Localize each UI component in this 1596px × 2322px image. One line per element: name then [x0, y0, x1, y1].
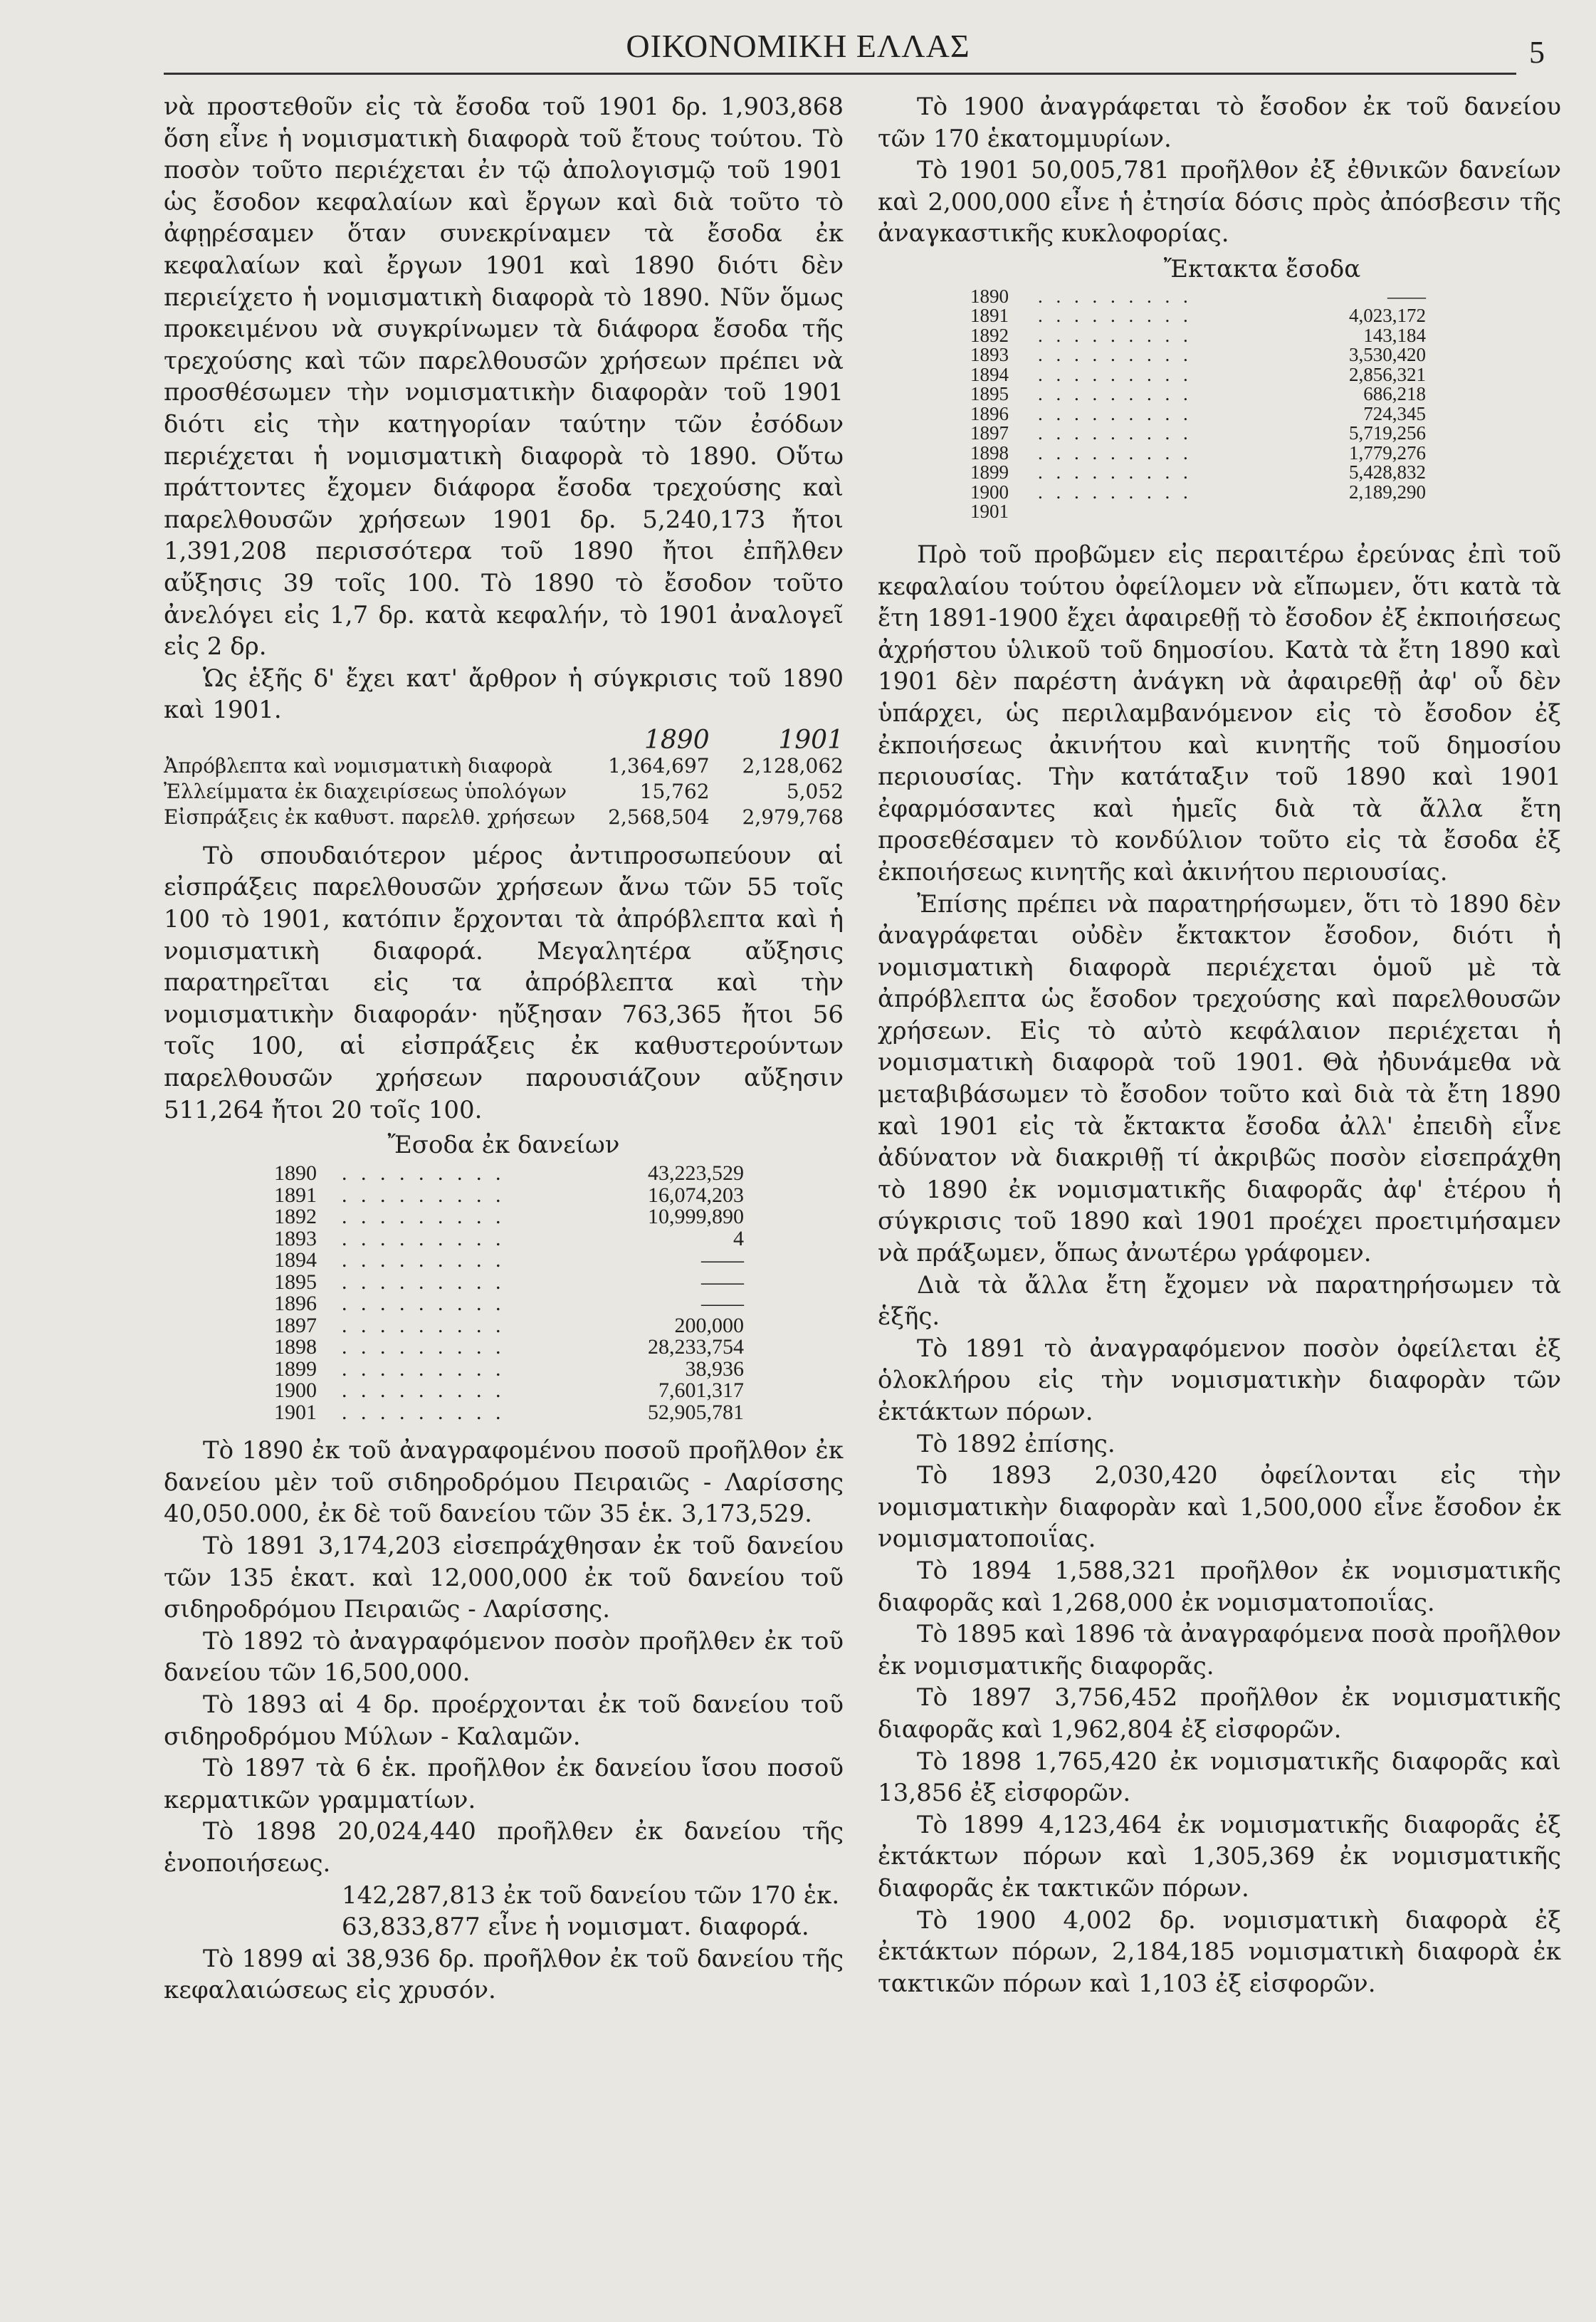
header-rule — [164, 73, 1516, 75]
right-paragraph-9: Τὸ 1894 1,588,321 προῆλθον ἐκ νομισματικῆς διαφορᾶς καὶ 1,268,000 ἐκ νομισματοποιΐας. — [878, 1556, 1561, 1617]
right-paragraph-7: Τὸ 1892 ἐπίσης. — [917, 1429, 1115, 1458]
left-paragraph-6: Τὸ 1892 τὸ ἀναγραφόμενον ποσὸν προῆλθεν ἐκ τοῦ δανείου τῶν 16,500,000. — [164, 1626, 844, 1688]
value-1890: 2,568,504 — [608, 805, 710, 829]
column-header-1890: 1890 — [644, 725, 710, 755]
list-item: 1892 . . . . . . . . . 143,184 — [970, 324, 1426, 346]
table-row — [164, 753, 844, 779]
list-item: 1895 . . . . . . . . . —— — [274, 1270, 744, 1294]
year: 1893 — [970, 344, 1009, 366]
amount: 38,936 — [685, 1356, 744, 1381]
list-item: 1899 . . . . . . . . . 5,428,832 — [970, 461, 1426, 483]
right-paragraph-11: Τὸ 1897 3,756,452 προῆλθον ἐκ νομισματικῆς διαφορᾶς καὶ 1,962,804 ἐξ εἰσφορῶν. — [878, 1683, 1561, 1744]
list-item: 1893 . . . . . . . . . 4 — [274, 1226, 744, 1250]
list-item: 1894 . . . . . . . . . —— — [274, 1248, 744, 1272]
right-paragraph-14: Τὸ 1900 4,002 δρ. νομισματικὴ διαφορὰ ἐξ ἐκτάκτων πόρων, 2,184,185 νομισματικὴ διαφορὰ ἐκ τακτικῶν πόρων καὶ 1,103 ἐξ εἰσφορῶν. — [878, 1905, 1561, 1998]
amount: 10,999,890 — [648, 1205, 744, 1229]
row-label: Εἰσπράξεις ἐκ καθυστ. παρελθ. χρήσεων — [164, 805, 576, 829]
loans-list — [274, 1163, 744, 1423]
right-column — [878, 91, 1561, 1999]
list-item: 1896 . . . . . . . . . —— — [274, 1292, 744, 1316]
comparison-table-header — [164, 728, 844, 753]
amount: —— — [701, 1292, 744, 1316]
amount: 4,023,172 — [1349, 305, 1426, 327]
left-paragraph-7: Τὸ 1893 αἱ 4 δρ. προέρχονται ἐκ τοῦ δανείου τοῦ σιδηροδρόμου Μύλων - Καλαμῶν. — [164, 1690, 844, 1751]
right-paragraph-5: Διὰ τὰ ἄλλα ἔτη ἔχομεν νὰ παρατηρήσωμεν τὰ ἑξῆς. — [878, 1270, 1561, 1332]
amount: 4 — [733, 1226, 744, 1250]
list-item — [970, 502, 1426, 522]
amount: 52,905,781 — [648, 1400, 744, 1424]
list-item: 1890 . . . . . . . . . 43,223,529 — [274, 1161, 744, 1186]
amount: 3,530,420 — [1349, 344, 1426, 366]
amount: 2,856,321 — [1349, 363, 1426, 385]
year: 1896 — [970, 402, 1009, 424]
amount: 5,428,832 — [1349, 461, 1426, 483]
left-paragraph-4: Τὸ 1890 ἐκ τοῦ ἀναγραφομένου ποσοῦ προῆλθον ἐκ δανείου μὲν τοῦ σιδηροδρόμου Πειραιῶς - Λαρίσσης 40,050.000, ἐκ δὲ τοῦ δανείου τῶν 35 ἑκ. 3,173,529. — [164, 1436, 844, 1529]
amount: 16,074,203 — [648, 1183, 744, 1207]
extra-revenue-list — [970, 287, 1426, 522]
year: 1895 — [970, 383, 1009, 405]
extra-revenue-caption: Ἔκτακτα ἔσοδα — [1163, 254, 1361, 283]
list-item: 1894 . . . . . . . . . 2,856,321 — [970, 363, 1426, 385]
year: 1899 — [970, 461, 1009, 483]
right-paragraph-12: Τὸ 1898 1,765,420 ἐκ νομισματικῆς διαφορᾶς καὶ 13,856 ἐξ εἰσφορῶν. — [878, 1747, 1561, 1808]
comparison-table — [164, 725, 844, 830]
year: 1891 — [274, 1183, 317, 1207]
year: 1891 — [970, 305, 1009, 327]
amount: 143,184 — [1363, 324, 1426, 346]
value-1890: 15,762 — [639, 779, 710, 803]
list-item: 1900 . . . . . . . . . 2,189,290 — [970, 481, 1426, 503]
amount: 43,223,529 — [648, 1161, 744, 1186]
column-header-1901: 1901 — [778, 725, 844, 755]
amount: 2,189,290 — [1349, 481, 1426, 503]
left-paragraph-9b: 142,287,813 ἐκ τοῦ δανείου τῶν 170 ἑκ. — [342, 1881, 840, 1910]
year: 1890 — [274, 1161, 317, 1186]
value-1901: 2,979,768 — [742, 805, 844, 829]
list-item: 1897 . . . . . . . . . 200,000 — [274, 1313, 744, 1337]
year: 1890 — [970, 285, 1009, 307]
amount: 200,000 — [674, 1313, 744, 1337]
amount: 7,601,317 — [658, 1379, 744, 1403]
list-item: 1893 . . . . . . . . . 3,530,420 — [970, 344, 1426, 366]
table-row — [164, 779, 844, 805]
left-paragraph-2: Ὡς ἑξῆς δ' ἔχει κατ' ἄρθρον ἡ σύγκρισις τοῦ 1890 καὶ 1901. — [164, 664, 844, 725]
value-1890: 1,364,697 — [608, 753, 710, 778]
year: 1893 — [274, 1226, 317, 1250]
year: 1900 — [970, 481, 1009, 503]
running-head: ΟΙΚΟΝΟΜΙΚΗ ΕΛΛΑΣ — [626, 28, 970, 64]
list-item: 1898 . . . . . . . . . 1,779,276 — [970, 441, 1426, 464]
left-paragraph-3: Τὸ σπουδαιότερον μέρος ἀντιπροσωπεύουν αἱ εἰσπράξεις παρελθουσῶν χρήσεων ἄνω τῶν 55 τοῖς 100 τὸ 1901, κατόπιν ἔρχονται τὰ ἀπρόβλεπτα καὶ ἡ νομισματικὴ διαφορά. Μεγαλητέρα αὔξησις παρατηρεῖται εἰς τα ἀπρόβλεπτα καὶ τὴν νομισματικὴν διαφοράν· ηὔξησαν 763,365 ἤτοι 56 τοῖς 100, αἱ εἰσπράξεις ἐκ καθυστερούντων παρελθουσῶν χρήσεων παρουσιάζουν αὔξησιν 511,264 ἤτοι 20 τοῖς 100. — [164, 841, 844, 1124]
year: 1901 — [274, 1400, 317, 1424]
row-label: Ἀπρόβλεπτα καὶ νομισματικὴ διαφορὰ — [164, 753, 552, 778]
left-paragraph-1: νὰ προστεθοῦν εἰς τὰ ἔσοδα τοῦ 1901 δρ. 1,903,868 ὅση εἶνε ἡ νομισματικὴ διαφορὰ τοῦ ἔτους τούτου. Τὸ ποσὸν τοῦτο περιέχεται ἐν τῷ ἀπολογισμῷ τοῦ 1901 ὡς ἔσοδον κεφαλαίων καὶ ἔργων καὶ διὰ τοῦτο τὸ ἀφῃρέσαμεν ὅταν συνεκρίναμεν τὰ ἔσοδα ἐκ κεφαλαίων καὶ ἔργων 1901 καὶ 1890 διότι δὲν περιείχετο ἡ νομισματικὴ διαφορὰ τὸ 1890. Νῦν ὅμως προκειμένου νὰ συγκρίνωμεν τὰ διάφορα ἔσοδα τῆς τρεχούσης καὶ τῶν παρελθουσῶν χρήσεων πρέπει νὰ προσθέσωμεν τὴν νομισματικὴν διαφορὰν τοῦ 1901 διότι εἰς τὴν κατηγορίαν ταύτην τῶν ἐσόδων περιέχεται ἡ νομισματικὴ διαφορὰ τὸ 1890. Οὕτω πράττοντες ἔχομεν διάφορα ἔσοδα τρεχούσης καὶ παρελθουσῶν χρήσεων 1901 δρ. 5,240,173 ἤτοι 1,391,208 περισσότερα τοῦ 1890 ἤτοι ἐπῆλθεν αὔξησις 39 τοῖς 100. Τὸ 1890 τὸ ἔσοδον τοῦτο ἀνελόγει εἰς 1,7 δρ. κατὰ κεφαλήν, τὸ 1901 ἀναλογεῖ εἰς 2 δρ. — [164, 93, 844, 661]
year: 1897 — [970, 422, 1009, 444]
right-paragraph-3: Πρὸ τοῦ προβῶμεν εἰς περαιτέρω ἐρεύνας ἐπὶ τοῦ κεφαλαίου τούτου ὀφείλομεν νὰ εἴπωμεν, ὅτι κατὰ τὰ ἔτη 1891-1900 ἔχει ἀφαιρεθῇ τὸ ἔσοδον ἐξ ἐκποιήσεως ἀχρήστου ὑλικοῦ τοῦ δημοσίου. Κατὰ τὰ ἔτη 1890 καὶ 1901 δὲν παρέστη ἀνάγκη νὰ ἀφαιρεθῇ ἀφ' οὗ δὲν ὑπάρχει, ὡς περιλαμβανόμενον εἰς τὸ ἔσοδον ἐξ ἐκποιήσεως ἀκινήτου καὶ κινητῆς τοῦ δημοσίου περιουσίας. Τὴν κατάταξιν τοῦ 1890 καὶ 1901 ἐφαρμόσαντες καὶ ἡμεῖς διὰ τὰ ἄλλα ἔτη προσεθέσαμεν τὸ κονδύλιον τοῦτο εἰς τὰ ἔσοδα ἐξ ἐκποιήσεως κινητῆς καὶ ἀκινήτου περιουσίας. — [878, 540, 1561, 887]
year: 1897 — [274, 1313, 317, 1337]
right-paragraph-4: Ἐπίσης πρέπει νὰ παρατηρήσωμεν, ὅτι τὸ 1890 δὲν ἀναγράφεται οὐδὲν ἔκτακτον ἔσοδον, διότι ἡ νομισματικὴ διαφορὰ περιέχεται ὁμοῦ μὲ τὰ ἀπρόβλεπτα ὡς ἔσοδον τρεχούσης καὶ παρελθουσῶν χρήσεων. Εἰς τὸ αὐτὸ κεφάλαιον περιέχεται ἡ νομισματικὴ διαφορὰ τοῦ 1901. Θὰ ἠδυνάμεθα νὰ μεταβιβάσωμεν τὸ ἔσοδον τοῦτο καὶ διὰ τὰ ἔτη 1890 καὶ 1901 εἰς τὰ ἔκτακτα ἔσοδα ἀλλ' ἐπειδὴ εἶνε ἀδύνατον νὰ διακριθῇ τί ἀκριβῶς ποσὸν εἰσεπράχθη τὸ 1890 ἐκ νομισματικῆς διαφορᾶς ἀφ' ἑτέρου ἡ σύγκρισις τοῦ 1890 καὶ 1901 προέχει προετιμήσαμεν νὰ πράξωμεν, ὅπως ἀνωτέρω γράφομεν. — [878, 889, 1561, 1268]
amount: 724,345 — [1363, 402, 1426, 424]
amount: 686,218 — [1363, 383, 1426, 405]
right-paragraph-1: Τὸ 1900 ἀναγράφεται τὸ ἔσοδον ἐκ τοῦ δανείου τῶν 170 ἑκατομμυρίων. — [878, 93, 1561, 153]
year: 1894 — [970, 363, 1009, 385]
loans-caption: Ἔσοδα ἐκ δανείων — [387, 1131, 620, 1160]
amount: —— — [701, 1248, 744, 1272]
year: 1894 — [274, 1248, 317, 1272]
value-1901: 2,128,062 — [742, 753, 844, 778]
table-row — [164, 805, 844, 830]
amount: —— — [1387, 285, 1426, 307]
right-paragraph-2: Τὸ 1901 50,005,781 προῆλθον ἐξ ἐθνικῶν δανείων καὶ 2,000,000 εἶνε ἡ ἐτησία δόσις πρὸς ἀπόσβεσιν τῆς ἀναγκαστικῆς κυκλοφορίας. — [878, 156, 1561, 249]
year: 1892 — [274, 1205, 317, 1229]
year: 1895 — [274, 1270, 317, 1294]
list-item: 1891 . . . . . . . . . 16,074,203 — [274, 1183, 744, 1207]
left-paragraph-9a: Τὸ 1898 20,024,440 προῆλθεν ἐκ δανείου τῆς ἑνοποιήσεως. — [164, 1817, 844, 1878]
year: 1899 — [274, 1356, 317, 1381]
amount: 5,719,256 — [1349, 422, 1426, 444]
year: 1892 — [970, 324, 1009, 346]
list-item: 1892 . . . . . . . . . 10,999,890 — [274, 1205, 744, 1229]
list-item: 1897 . . . . . . . . . 5,719,256 — [970, 422, 1426, 444]
right-paragraph-6: Τὸ 1891 τὸ ἀναγραφόμενον ποσὸν ὀφείλεται ἐξ ὁλοκλήρου εἰς τὴν νομισματικὴν διαφορὰν τῶν ἐκτάκτων πόρων. — [878, 1334, 1561, 1426]
year: 1898 — [274, 1335, 317, 1359]
value-1901: 5,052 — [786, 779, 844, 803]
left-paragraph-9c: 63,833,877 εἶνε ἡ νομισματ. διαφορά. — [342, 1913, 809, 1942]
left-column — [164, 91, 844, 2007]
year: 1900 — [274, 1379, 317, 1403]
left-paragraph-10: Τὸ 1899 αἱ 38,936 δρ. προῆλθον ἐκ τοῦ δανείου τῆς κεφαλαιώσεως εἰς χρυσόν. — [164, 1944, 844, 2005]
amount: 28,233,754 — [648, 1335, 744, 1359]
list-item: 1900 . . . . . . . . . 7,601,317 — [274, 1379, 744, 1403]
amount: 1,779,276 — [1349, 441, 1426, 464]
list-item: 1891 . . . . . . . . . 4,023,172 — [970, 305, 1426, 327]
row-label: Ἐλλείμματα ἐκ διαχειρίσεως ὑπολόγων — [164, 779, 567, 803]
list-item: 1896 . . . . . . . . . 724,345 — [970, 402, 1426, 424]
list-item: 1901 . . . . . . . . . 52,905,781 — [274, 1400, 744, 1424]
right-paragraph-8: Τὸ 1893 2,030,420 ὀφείλονται εἰς τὴν νομισματικὴν διαφορὰν καὶ 1,500,000 εἶνε ἔσοδον ἐκ νομισματοποιΐας. — [878, 1461, 1561, 1554]
left-paragraph-8: Τὸ 1897 τὰ 6 ἑκ. προῆλθον ἐκ δανείου ἴσου ποσοῦ κερματικῶν γραμματίων. — [164, 1754, 844, 1814]
right-paragraph-10: Τὸ 1895 καὶ 1896 τὰ ἀναγραφόμενα ποσὰ προῆλθον ἐκ νομισματικῆς διαφορᾶς. — [878, 1620, 1561, 1680]
amount — [1269, 502, 1426, 522]
amount: —— — [701, 1270, 744, 1294]
list-item: 1899 . . . . . . . . . 38,936 — [274, 1356, 744, 1381]
page-number: 5 — [1529, 35, 1545, 70]
year: 1898 — [970, 441, 1009, 464]
list-item: 1898 . . . . . . . . . 28,233,754 — [274, 1335, 744, 1359]
right-paragraph-13: Τὸ 1899 4,123,464 ἐκ νομισματικῆς διαφορᾶς ἐξ ἐκτάκτων πόρων καὶ 1,305,369 ἐκ νομισματικῆς διαφορᾶς ἐκ τακτικῶν πόρων. — [878, 1810, 1561, 1903]
list-item: 1895 . . . . . . . . . 686,218 — [970, 383, 1426, 405]
left-paragraph-5: Τὸ 1891 3,174,203 εἰσεπράχθησαν ἐκ τοῦ δανείου τῶν 135 ἑκατ. καὶ 12,000,000 ἐκ τοῦ δανείου τοῦ σιδηροδρόμου Πειραιῶς - Λαρίσσης. — [164, 1532, 844, 1624]
year: 1896 — [274, 1292, 317, 1316]
year: 1901 — [970, 501, 1009, 523]
list-item: 1890 . . . . . . . . . —— — [970, 285, 1426, 307]
